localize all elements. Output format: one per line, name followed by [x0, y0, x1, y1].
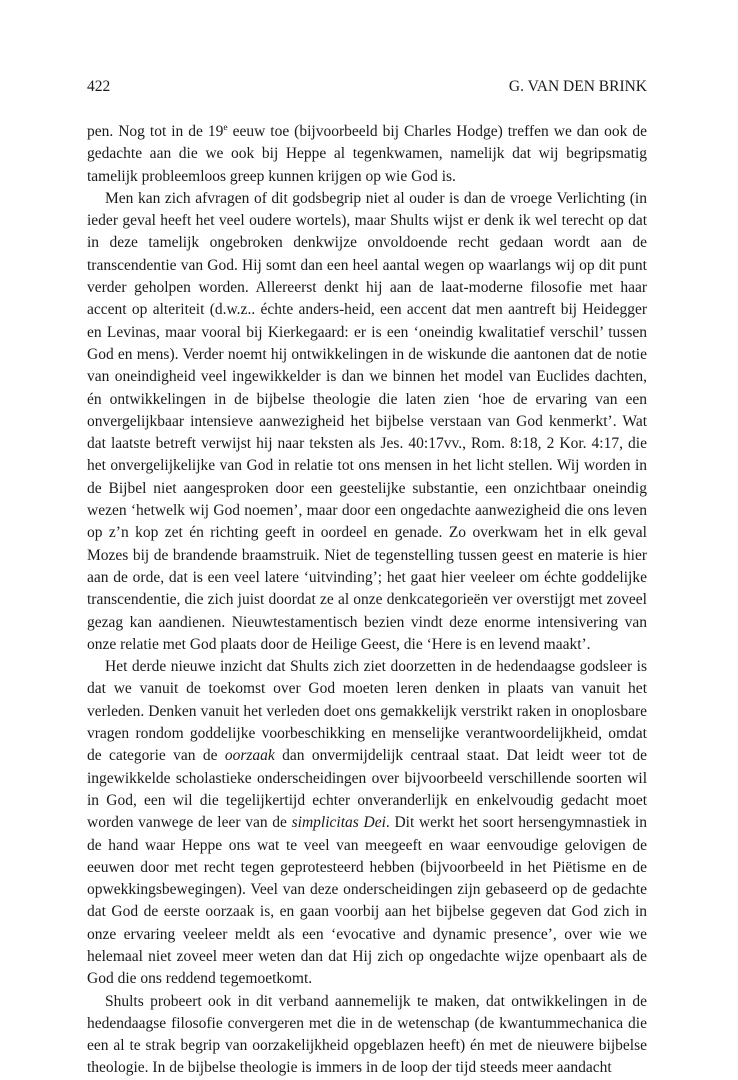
paragraph-2 [87, 188, 647, 656]
paragraph-1 [87, 121, 647, 188]
text-run: dan onvermijdelijk centraal staat. Dat leidt weer tot de ingewikkelde scholastieke onderscheidingen over bijvoorbeeld verschillende soorten wil in God, een wil die tegelijkertijd echter onveranderlijk en enkelvoudig gedacht moet worden vanwege de leer van de [87, 747, 647, 832]
text-run: pen. Nog tot in de 19 [87, 123, 224, 140]
paragraph-4 [87, 991, 647, 1080]
italic-term-oorzaak: oorzaak [224, 747, 275, 765]
text-run: Men kan zich afvragen of dit godsbegrip niet al ouder is dan de vroege Verlichting (in ieder geval heeft het veel oudere wortels), maar Shults wijst er denk ik wel terecht op dat in deze tamelijk ongebroken denkwijze onvoldoende recht gedaan wordt aan de transcendentie van God. Hij somt dan een heel aantal wegen op waarlangs wij op dit punt verder geholpen worden. Allereerst denkt hij aan de laat-moderne filosofie met haar accent op alteriteit (d.w.z.. échte anders-heid, een accent dat men aantreft bij Heidegger en Levinas, maar vooral bij Kierkegaard: er is een ‘oneindig kwalitatief verschil’ tussen God en mens). Verder noemt hij ontwikkelingen in de wiskunde die aantonen dat de notie van oneindigheid veel ingewikkelder is dan we binnen het model van Euclides dachten, én ontwikkelingen in de bijbelse theologie die laten zien ‘hoe de ervaring van een onvergelijkbaar intensieve aanwezigheid het bijbelse verstaan van God kenmerkt’. Wat dat laatste betreft verwijst hij naar teksten als Jes. 40:17vv., Rom. 8:18, 2 Kor. 4:17, die het onvergelijkelijke van God in relatie tot ons mensen in het licht stellen. Wij worden in de Bijbel niet aangesproken door een geestelijke substantie, een onzichtbaar oneindig wezen ‘hetwelk wij God noemen’, maar door een ongedachte aanwezigheid die ons leven op z’n kop zet én richting geeft in oordeel en genade. Zo overkwam het in elk geval Mozes bij de brandende braamstruik. Niet de tegenstelling tussen geest en materie is hier aan de orde, dat is een veel latere ‘uitvinding’; het gaat hier veeleer om échte goddelijke transcendentie, die zich juist doordat ze al onze denkcategorieën ver overstijgt met zoveel gezag kan aandienen. Nieuwtestamentisch bezien vindt deze enorme intensivering van onze relatie met God plaats door de Heilige Geest, die ‘Here is en levend maakt’. [87, 189, 647, 653]
page-number: 422 [87, 78, 111, 95]
body-text [87, 121, 647, 1080]
text-run: Het derde nieuwe inzicht dat Shults zich ziet doorzetten in de hedendaagse godsleer is dat we vanuit de toekomst over God moeten leren denken in plaats van vanuit het verleden. Denken vanuit het verleden doet ons gemakkelijk verstrikt raken in onoplosbare vragen rondom goddelijke voorbeschikking en menselijke verantwoordelijkheid, omdat de categorie van de [87, 658, 647, 765]
text-run: Shults probeert ook in dit verband aannemelijk te maken, dat ontwikkelingen in de hedendaagse filosofie convergeren met die in de wetenschap (de kwantummechanica die een al te strak begrip van oorzakelijkheid opgeblazen heeft) én met de nieuwere bijbelse theologie. In de bijbelse theologie is immers in de loop der tijd steeds meer aandacht [87, 992, 647, 1077]
paragraph-3 [87, 656, 647, 990]
running-head-author: G. VAN DEN BRINK [508, 78, 647, 95]
superscript-e: e [223, 122, 228, 134]
italic-term-simplicitas-dei: simplicitas Dei [291, 814, 386, 832]
running-header [87, 76, 647, 98]
text-run: . Dit werkt het soort hersengymnastiek in de hand waar Heppe ons wat te veel van meegeeft en waar eenvoudige gelovigen de eeuwen door met recht tegen geprotesteerd hebben (bijvoorbeeld in het Piëtisme en de opwekkingsbewegingen). Veel van deze onderscheidingen zijn gebaseerd op de gedachte dat God de eerste oorzaak is, en gaan voorbij aan het bijbelse gegeven dat God zich in onze ervaring veeleer meldt als een ‘evocative and dynamic presence’, over wie we helemaal niet zoveel meer weten dan dat Hij zich op ongedachte wijze openbaart als de God die ons reddend tegemoetkomt. [87, 814, 647, 988]
text-run: eeuw toe (bijvoorbeeld bij Charles Hodge) treffen we dan ook de gedachte aan die we ook bij Heppe al tegenkwamen, namelijk dat wij begripsmatig tamelijk probleemloos greep kunnen krijgen op wie God is. [87, 123, 647, 185]
